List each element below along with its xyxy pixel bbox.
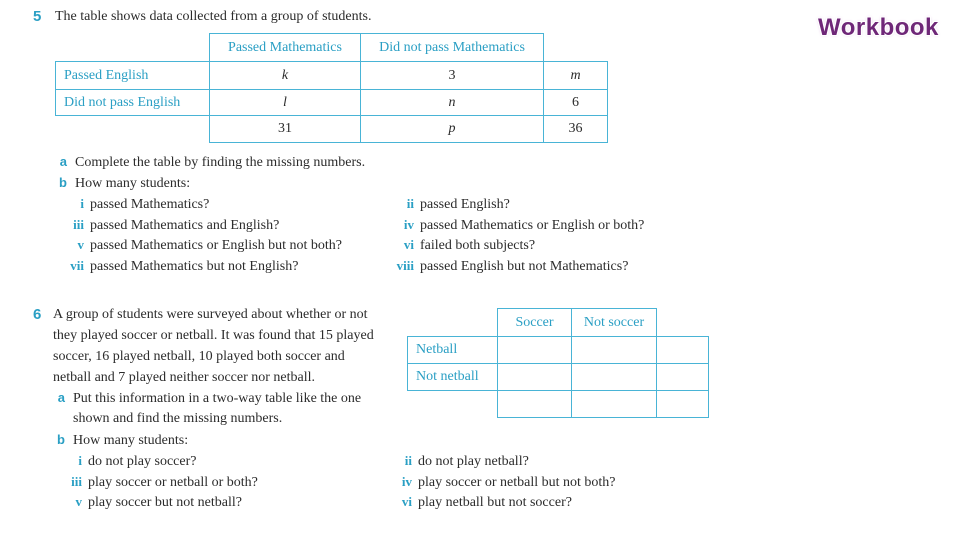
q5-cell-6: 6 xyxy=(543,89,608,116)
q6-item-i-text: do not play soccer? xyxy=(88,454,197,469)
q5-cell-36: 36 xyxy=(543,115,608,143)
q5-item-ii-text: passed English? xyxy=(420,197,510,212)
q5-item-vi-label: vi xyxy=(403,237,414,252)
q5-item-ii xyxy=(384,196,510,213)
q6-item-i xyxy=(52,453,196,470)
q5-item-viii-label: viii xyxy=(396,258,414,273)
q5-item-iii xyxy=(54,217,279,234)
q5-cell-p: p xyxy=(360,115,544,143)
q6-item-iv-text: play soccer or netball but not both? xyxy=(418,475,616,490)
workbook-badge: Workbook xyxy=(818,14,939,41)
q6-row-header-not-netball: Not netball xyxy=(407,363,498,391)
q5-cell-n: n xyxy=(360,89,544,116)
q5-item-v xyxy=(54,237,342,254)
q5-item-vi-text: failed both subjects? xyxy=(420,238,536,253)
q6-cell-empty xyxy=(497,363,572,391)
q6-item-vi xyxy=(382,494,572,511)
q5-cell-l: l xyxy=(209,89,361,116)
q6-item-iv xyxy=(382,474,616,491)
q5-item-vii-label: vii xyxy=(70,258,84,273)
q6-item-ii-label: ii xyxy=(404,453,412,468)
q6-prompt-line-1: A group of students were surveyed about whether or not xyxy=(53,307,368,322)
q6-item-iii xyxy=(52,474,258,491)
q5-item-v-text: passed Mathematics or English but not both? xyxy=(90,238,342,253)
q6-cell-empty xyxy=(571,390,657,418)
question-5-prompt: The table shows data collected from a group of students. xyxy=(55,9,372,24)
q5-item-iii-text: passed Mathematics and English? xyxy=(90,218,280,233)
q6-part-b-label: b xyxy=(57,432,65,447)
q5-cell-m: m xyxy=(543,61,608,90)
q5-item-iv xyxy=(384,217,644,234)
q5-item-iii-label: iii xyxy=(73,217,84,232)
q5-item-i xyxy=(54,196,209,213)
q6-item-iii-text: play soccer or netball or both? xyxy=(88,475,258,490)
q6-part-a-line-1: Put this information in a two-way table like the one xyxy=(73,391,362,406)
q5-item-vi xyxy=(384,237,535,254)
question-6-number: 6 xyxy=(33,306,42,323)
q6-col-header-not-soccer: Not soccer xyxy=(571,308,657,337)
q5-col-header-not-passed-math: Did not pass Mathematics xyxy=(360,33,544,62)
q6-prompt-line-4: netball and 7 played neither soccer nor netball. xyxy=(53,370,316,385)
q5-cell-3: 3 xyxy=(360,61,544,90)
q5-item-viii xyxy=(384,258,628,275)
q6-item-ii-text: do not play netball? xyxy=(418,454,529,469)
q5-item-viii-text: passed English but not Mathematics? xyxy=(420,259,629,274)
q5-col-header-passed-math: Passed Mathematics xyxy=(209,33,361,62)
q6-part-a-line-2: shown and find the missing numbers. xyxy=(73,411,283,426)
q6-cell-empty xyxy=(497,390,572,418)
q5-part-b-text: How many students: xyxy=(75,176,191,191)
q6-cell-empty xyxy=(656,390,709,418)
q6-row-header-netball: Netball xyxy=(407,336,498,364)
q5-cell-k: k xyxy=(209,61,361,90)
q6-prompt-line-3: soccer, 16 played netball, 10 played both soccer and xyxy=(53,349,345,364)
q6-item-v xyxy=(52,494,242,511)
q6-part-b xyxy=(53,432,188,449)
q5-cell-31: 31 xyxy=(209,115,361,143)
q6-item-vi-label: vi xyxy=(401,494,412,509)
q5-item-iv-label: iv xyxy=(403,217,414,232)
q6-cell-empty xyxy=(497,336,572,364)
q6-prompt-line-2: they played soccer or netball. It was found that 15 played xyxy=(53,328,374,343)
q5-item-i-text: passed Mathematics? xyxy=(90,197,210,212)
q6-item-ii xyxy=(382,453,529,470)
q6-cell-empty xyxy=(571,363,657,391)
q5-item-vii-text: passed Mathematics but not English? xyxy=(90,259,299,274)
q5-item-i-label: i xyxy=(80,196,84,211)
q6-part-b-text: How many students: xyxy=(73,433,189,448)
q5-part-a-label: a xyxy=(59,154,67,169)
question-5-number: 5 xyxy=(33,8,42,25)
q6-item-v-label: v xyxy=(75,494,82,509)
q6-item-i-label: i xyxy=(78,453,82,468)
q5-part-b-label: b xyxy=(59,175,67,190)
q6-cell-empty xyxy=(571,336,657,364)
q6-part-a-label: a xyxy=(57,390,65,405)
q5-part-a-text: Complete the table by finding the missing numbers. xyxy=(75,155,366,170)
q5-item-iv-text: passed Mathematics or English or both? xyxy=(420,218,645,233)
q5-row-header-not-passed-english: Did not pass English xyxy=(55,89,210,116)
q6-part-a xyxy=(53,390,361,407)
q6-item-v-text: play soccer but not netball? xyxy=(88,495,242,510)
q6-item-iv-label: iv xyxy=(401,474,412,489)
q5-part-a xyxy=(55,154,365,171)
q5-part-b xyxy=(55,175,190,192)
q6-item-vi-text: play netball but not soccer? xyxy=(418,495,572,510)
q6-col-header-soccer: Soccer xyxy=(497,308,572,337)
q6-cell-empty xyxy=(656,336,709,364)
q5-row-header-passed-english: Passed English xyxy=(55,61,210,90)
q5-item-vii xyxy=(54,258,298,275)
q6-item-iii-label: iii xyxy=(71,474,82,489)
q5-item-ii-label: ii xyxy=(406,196,414,211)
q6-cell-empty xyxy=(656,363,709,391)
q5-item-v-label: v xyxy=(77,237,84,252)
